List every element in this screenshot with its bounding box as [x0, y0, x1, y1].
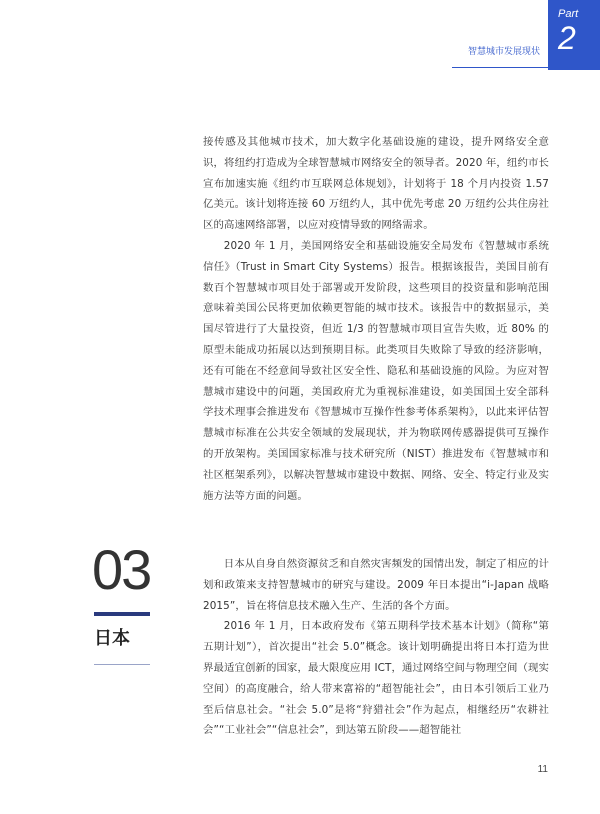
paragraph-japan-intro: 日本从自身自然资源贫乏和自然灾害频发的国情出发，制定了相应的计划和政策来支持智慧城市的研究与建设。2009 年日本提出“i-Japan 战略 2015”，旨在将信息技术融入生产、生活的各个方面。 [203, 558, 550, 612]
chapter-marker [86, 540, 156, 670]
chapter-divider [94, 664, 150, 665]
chapter-rule [94, 612, 150, 616]
header-rule [452, 67, 548, 68]
chapter-number: 03 [92, 538, 151, 601]
part-label: Part [558, 8, 579, 20]
paragraph-smart-city-trust: 2020 年 1 月，美国网络安全和基础设施安全局发布《智慧城市系统信任》（Trust in Smart City Systems）报告。根据该报告，美国目前有数百个智慧城市项目处于部署或开发阶段，这些项目的投资量和影响范围意味着美国公民将更加依赖更智能的城市技术。该报告中的数据显示，美国尽管进行了大量投资，但近 1/3 的智慧城市项目宣告失败，近 80% 的原型未能成功拓展以达到预期目标。此类项目失败除了导致的经济影响，还有可能在不经意间导致社区安全性、隐私和基础设施的风险。为应对智慧城市建设中的问题，美国政府尤为重视标准建设，如美国国土安全部科学技术理事会推进发布《智慧城市互操作性参考体系架构》，以此来评估智慧城市标准在公共安全领域的发展现状，并为物联网传感器提供可互操作的开放架构。美国国家标准与技术研究所（NIST）推进发布《智慧城市和社区框架系列》，以解决智慧城市建设中数据、网络、安全、特定行业及实施方法等方面的问题。 [203, 239, 549, 502]
page-header [0, 0, 600, 80]
part-tab [548, 0, 600, 70]
chapter-name: 日本 [94, 628, 130, 649]
upper-text-block [203, 132, 549, 506]
part-number: 2 [558, 20, 576, 56]
section-title: 智慧城市发展现状 [467, 47, 540, 57]
paragraph-society-5: 2016 年 1 月，日本政府发布《第五期科学技术基本计划》（简称“第五期计划”），首次提出“社会 5.0”概念。该计划明确提出将日本打造为世界最适宜创新的国家，最大限度应用 ICT，通过网络空间与物理空间（现实空间）的高度融合，给人带来富裕的“超智能社会”，由日本引领后工业乃至后信息社会。“社会 5.0”是将“狩猎社会”作为起点，相继经历“农耕社会”“工业社会”“信息社会”，到达第五阶段——超智能社 [203, 620, 549, 737]
page-number: 11 [537, 764, 548, 775]
paragraph-new-york-continued: 接传感及其他城市技术，加大数字化基础设施的建设，提升网络安全意识，将纽约打造成为全球智慧城市网络安全的领导者。2020 年，纽约市长宣布加速实施《纽约市互联网总体规划》，计划将于 18 个月内投资 1.57 亿美元。该计划将连接 60 万纽约人，其中优先考虑 20 万纽约公共住房社区的高速网络部署，以应对疫情导致的网络需求。 [203, 136, 549, 232]
lower-text-block [203, 554, 549, 741]
